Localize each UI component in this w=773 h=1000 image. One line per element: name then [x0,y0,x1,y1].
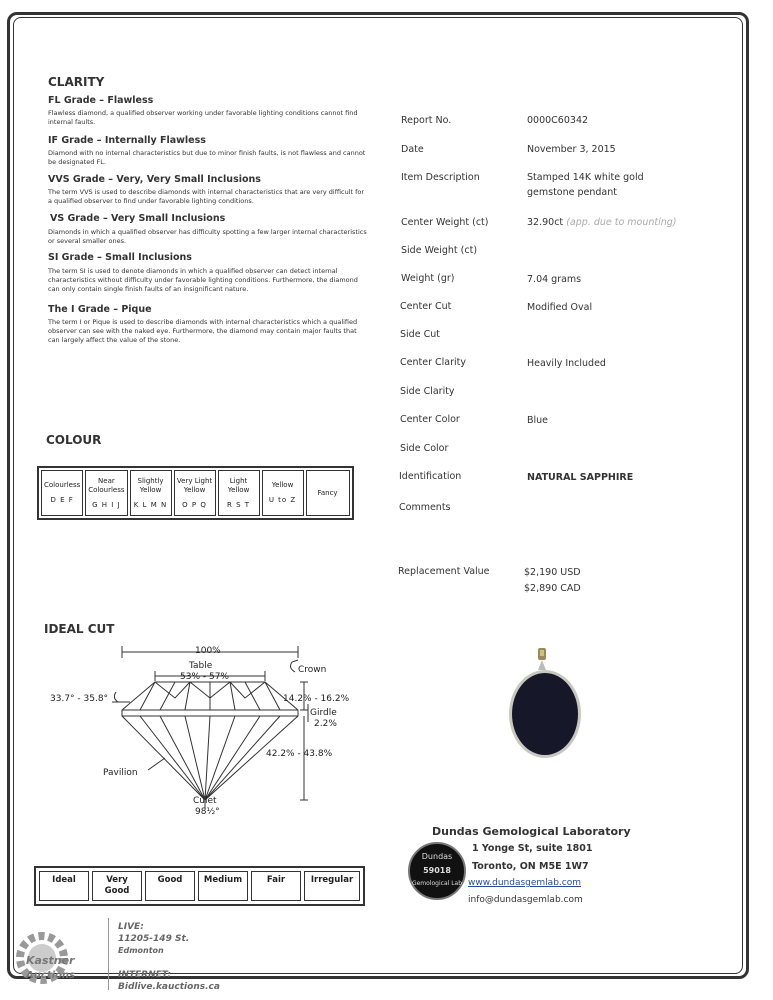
center-weight-number: 32.90ct [527,217,564,228]
colour-cell-codes: O P Q [182,500,207,509]
colour-cell-codes: R S T [227,500,251,509]
clarity-heading: CLARITY [48,75,105,89]
colour-cell [218,470,260,516]
colour-cell [130,470,172,516]
colour-cell-name: Fancy [317,488,338,497]
weight-gr-label: Weight (gr) [401,273,455,284]
colour-cell-name: Yellow [271,481,294,489]
cut-grade-cell: Fair [251,871,301,901]
lab-address-line2: Toronto, ON M5E 1W7 [472,861,589,872]
center-weight-note: (app. due to mounting) [566,217,677,228]
colour-cell [41,470,83,516]
grade-if-desc: Diamond with no internal characteristics but due to minor finish faults, is not flawless and cannot be designated FL. [48,149,366,166]
grade-si-desc: The term SI is used to denote diamonds in which a qualified observer can detect internal characteristics without difficulty under favorable lighting conditions. Furthermore, the diamond can only contain single finish faults of an insignificant nature. [48,267,358,293]
watermark-live-label: LIVE: [118,922,144,932]
cut-grade-table [34,866,365,906]
colour-cell-codes: D E F [50,496,74,504]
colour-cell [262,470,304,516]
watermark-site-link[interactable]: Bidlive.kauctions.ca [118,982,220,992]
cut-culet-word: Culet [193,796,217,806]
colour-cell-codes: K L M N [133,500,168,509]
colour-cell-codes: U to Z [268,496,297,504]
side-weight-label: Side Weight (ct) [401,245,478,256]
colour-heading: COLOUR [46,433,102,447]
colour-cell-name: Slightly Yellow [137,476,164,494]
logo-top-text: Kastner [26,954,75,967]
replacement-usd: $2,190 USD [524,567,581,578]
cut-girdle-word: Girdle [310,708,337,718]
grade-i-title: The I Grade – Pique [48,304,152,315]
center-clarity-value: Heavily Included [527,358,606,369]
logo-bottom-text: Auctions [26,970,75,981]
lab-website-link[interactable]: www.dundasgemlab.com [468,878,581,888]
cut-grade-cell: Irregular [304,871,360,901]
date-value: November 3, 2015 [527,144,616,155]
colour-cell-name: Colourless [44,481,81,489]
grade-vvs-desc: The term VVS is used to describe diamonds with internal characteristics that are very difficult for a qualified observer to find under favorable lighting conditions. [48,188,365,205]
cut-crown-word: Crown [298,665,327,675]
seal-top-text: Dundas [421,852,453,861]
lab-address-line1: 1 Yonge St, suite 1801 [472,843,593,854]
grade-vvs-title: VVS Grade – Very, Very Small Inclusions [48,174,261,185]
cut-grade-cell: Good [145,871,195,901]
cut-pavilion-word: Pavilion [103,768,138,778]
colour-cell-codes: G H I J [92,500,121,509]
cut-grade-cell: Very Good [92,871,142,901]
ideal-cut-heading: IDEAL CUT [44,622,115,636]
side-cut-label: Side Cut [400,329,440,340]
item-description-value-line2: gemstone pendant [527,187,617,198]
colour-cell-name: Light Yellow [227,476,250,494]
seal-number: 59018 [423,866,451,875]
cut-grade-cell: Medium [198,871,248,901]
side-color-label: Side Color [400,443,449,454]
center-weight-value [527,217,677,228]
grade-fl-desc: Flawless diamond, a qualified observer working under favorable lighting conditions cannot find internal faults. [48,109,358,126]
cut-grade-cell: Ideal [39,871,89,901]
cut-table-range: 53% - 57% [180,672,229,682]
cut-crown-height: 14.2% - 16.2% [283,694,350,704]
grade-vs-desc: Diamonds in which a qualified observer has difficulty spotting a few larger internal characteristics or several smaller ones. [48,228,367,245]
cut-girdle-value: 2.2% [314,719,337,729]
watermark-address: 11205-149 St. [118,934,190,944]
center-clarity-label: Center Clarity [400,357,466,368]
date-label: Date [401,144,424,155]
grade-if-title: IF Grade – Internally Flawless [48,135,206,146]
replacement-value-label: Replacement Value [398,566,490,577]
replacement-cad: $2,890 CAD [524,583,581,594]
grade-i-desc: The term I or Pique is used to describe diamonds with internal characteristics which a qualified observer can see with the naked eye. Furthermore, the diamond may contain major faults that can largely affect the value of the stone. [48,318,358,344]
colour-cell [306,470,350,516]
lab-name: Dundas Gemological Laboratory [432,825,631,838]
identification-value: NATURAL SAPPHIRE [527,472,634,483]
watermark-divider [108,918,109,990]
center-cut-label: Center Cut [400,301,452,312]
cut-culet-value: 98½° [195,807,220,817]
grade-fl-title: FL Grade – Flawless [48,95,154,106]
colour-cell-name: Very Light Yellow [176,476,213,494]
watermark-internet-label: INTERNET: [118,970,172,980]
colour-cell [174,470,216,516]
cut-table-word: Table [189,661,213,671]
colour-cell-name: Near Colourless [88,476,125,494]
item-description-label: Item Description [401,172,480,183]
identification-label: Identification [399,471,462,482]
weight-gr-value: 7.04 grams [527,274,582,285]
kastner-auctions-logo [8,926,96,988]
side-clarity-label: Side Clarity [400,386,455,397]
lab-email: info@dundasgemlab.com [468,895,583,905]
item-description-value: Stamped 14K white gold [527,172,644,183]
colour-scale-table [37,466,354,520]
lab-seal-icon [408,842,466,900]
colour-cell [85,470,127,516]
report-no-label: Report No. [401,115,452,126]
report-no-value: 0000C60342 [527,115,589,126]
grade-si-title: SI Grade – Small Inclusions [48,252,192,263]
grade-vs-title: VS Grade – Very Small Inclusions [50,213,226,224]
comments-label: Comments [399,502,451,513]
center-weight-label: Center Weight (ct) [401,217,489,228]
sapphire-pendant-image [500,648,590,760]
cut-crown-angle: 33.7° - 35.8° [50,694,109,704]
watermark-city: Edmonton [118,946,164,955]
cut-total-width: 100% [195,646,221,656]
center-color-value: Blue [527,415,549,426]
center-color-label: Center Color [400,414,460,425]
seal-bottom-text: Gemological Lab [411,880,463,887]
cut-pavilion-depth: 42.2% - 43.8% [266,749,333,759]
center-cut-value: Modified Oval [527,302,593,313]
